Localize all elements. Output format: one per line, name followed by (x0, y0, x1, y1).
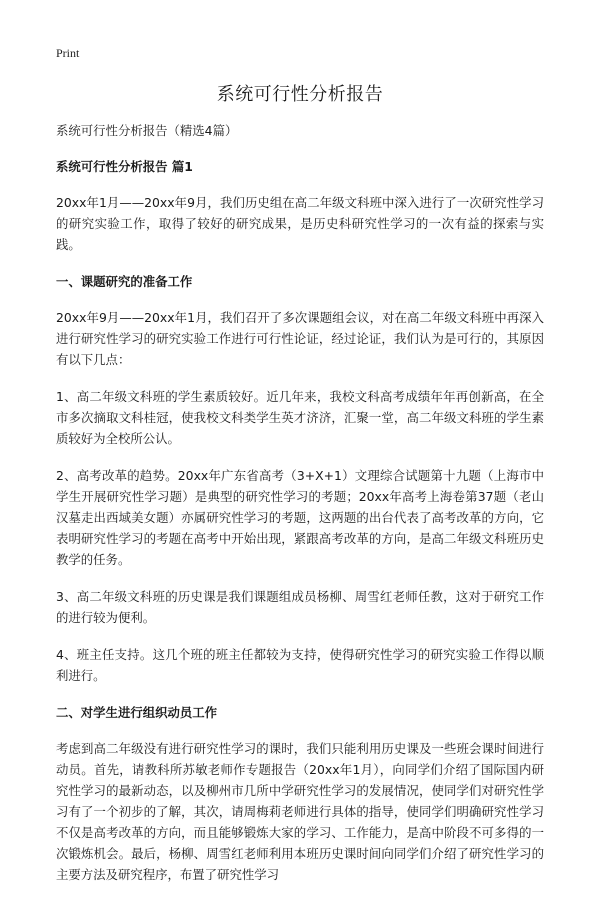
paragraph: 3、高二年级文科班的历史课是我们课题组成员杨柳、周雪红老师任教，这对于研究工作的进行较为便利。 (56, 589, 544, 625)
paragraph: 考虑到高二年级没有进行研究性学习的课时，我们只能利用历史课及一些班会课时间进行动员。首先，请教科所苏敏老师作专题报告（20xx年1月），向同学们介绍了国际国内研究性学习的最新动态，以及柳州市几所中学研究性学习的发展情况，使同学们对研究性学习有了一个初步的了解，其次，请周梅莉老师进行具体的指导，使同学们明确研究性学习不仅是高考改革的方向，而且能够锻炼大家的学习、工作能力，是高中阶段不可多得的一次锻炼机会。最后，杨柳、周雪红老师利用本班历史课时间向同学们介绍了研究性学习的主要方法及研究程序，布置了研究性学习 (56, 741, 544, 882)
document-title: 系统可行性分析报告 (216, 84, 384, 105)
subsection-heading: 一、课题研究的准备工作 (56, 274, 193, 289)
document-subtitle: 系统可行性分析报告（精选4篇） (56, 123, 238, 138)
subsection-heading: 二、对学生进行组织动员工作 (56, 705, 218, 720)
paragraph: 20xx年9月——20xx年1月，我们召开了多次课题组会议，对在高二年级文科班中再深入进行研究性学习的研究实验工作进行可行性论证，经过论证，我们认为是可行的，其原因有以下几点： (56, 310, 544, 367)
paragraph: 20xx年1月——20xx年9月，我们历史组在高二年级文科班中深入进行了一次研究性学习的研究实验工作，取得了较好的研究成果，是历史科研究性学习的一次有益的探索与实践。 (56, 195, 544, 252)
document-body (56, 120, 544, 901)
print-link[interactable]: Print (56, 46, 80, 60)
paragraph: 2、高考改革的趋势。20xx年广东省高考（3+X+1）文理综合试题第十九题（上海市中学生开展研究性学习题）是典型的研究性学习的考题；20xx年高考上海卷第37题（老山汉墓走出西域美女题）亦属研究性学习的考题，这两题的出台代表了高考改革的方向，它表明研究性学习的考题在高考中开始出现，紧跟高考改革的方向，是高二年级文科班历史教学的任务。 (56, 468, 544, 567)
paragraph: 1、高二年级文科班的学生素质较好。近几年来，我校文科高考成绩年年再创新高，在全市多次摘取文科桂冠，使我校文科类学生英才济济，汇聚一堂，高二年级文科班的学生素质较好为全校所公认。 (56, 389, 544, 446)
paragraph: 4、班主任支持。这几个班的班主任都较为支持，使得研究性学习的研究实验工作得以顺利进行。 (56, 647, 544, 683)
section-heading: 系统可行性分析报告 篇1 (56, 159, 193, 174)
